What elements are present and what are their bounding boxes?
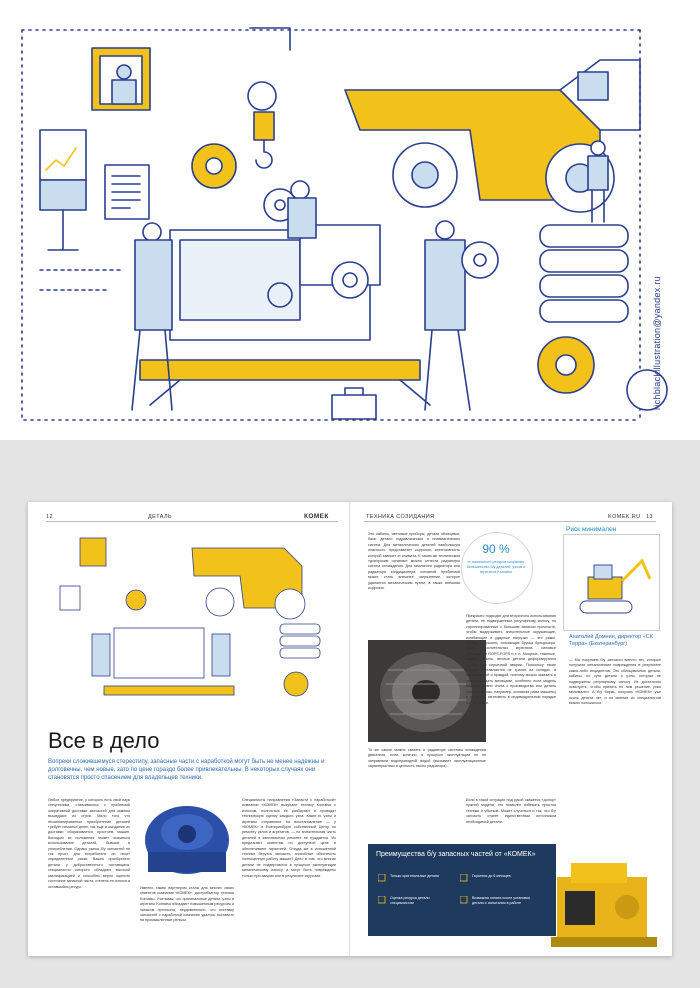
right-column-1: Это кабины, световые приборы, детали облицовки, баки, детали гидравлических и пневматических систем. Для металлических деталей наибольшую опасность представляет коррозия, интенсивность которой зависит от климата. К таким же техническим «донорским органам» можно отнести радиаторы систем охлаждения. Для масляного радиатора или радиатора кондиционера основной проблемой может стать внешнее загрязнение, которое удаляется механическим путем, а также внешняя коррозия. <box>368 532 460 591</box>
article-title: Все в дело <box>48 728 160 753</box>
shield-icon <box>460 874 468 882</box>
industrial-illustration <box>0 0 700 440</box>
section-left: ДЕТАЛЬ <box>148 514 172 520</box>
excavator-box <box>563 534 660 631</box>
hydraulic-motor-photo <box>140 794 234 880</box>
engine-photo <box>543 847 665 952</box>
right-column-3: Если в такой ситуации под рукой окажется «донор» нужной модели, это позволит избежать простоя техники и убытков. Может случиться и так, что б/у запчасть станет единственным источником необходимой детали. <box>466 798 556 824</box>
advantage-item: Только оригинальные детали <box>390 874 439 878</box>
site-url: KOMEK.RU <box>608 514 641 520</box>
check-icon <box>378 874 386 882</box>
header-rule <box>364 521 656 522</box>
page-number-right: 13 <box>646 514 653 520</box>
stat-text: от начального ресурса сохраняет большинство б/у деталей, узлов и агрегатов Komatsu <box>466 560 526 574</box>
advantage-item: Гарантия до 6 месяцев <box>472 874 511 878</box>
quote-text: — Мы покупаем б/у запчасти вместо тех, которые получили механические повреждения в результате каких-либо инцидентов. Это облицовочные детали, кабины, по сути детали и узлы, которые не подвержены регулярному износу. Их достаточно осмотреть, чтобы принять по ним решение, риск минимален. А б/у бирки, получаю «КОМЕК» уже около десяти лет, и на мнение их специалистов можно положиться. <box>569 658 661 706</box>
article-lead: Вопреки сложившемуся стереотипу, запасные части с наработкой могут быть не менее надежны и долговечны, чем новые, зато по цене гораздо более привлекательны. В некоторых случаях они становятся просто спасением для владельцев техники. <box>48 759 325 782</box>
header-rule <box>46 521 338 522</box>
photo-caption: То же самое можно сказать о радиаторе системы охлаждения двигателя, если, конечно, в процессе эксплуатации не не заправляли водопроводной водой (вызывает эксплуатационные характеристики и ценность такого радиатора). <box>368 748 486 769</box>
gutter <box>349 502 351 956</box>
section-right: ТЕХНИКА СОЗИДАНИЯ <box>366 514 435 520</box>
left-column-1: Любое предприятие, у которого есть свой парк спецтехники, сталкивалось с проблемой оперативной доставки запчастей для замены вышедших из строя. Мало того что незапланированное приобретение деталей требует немалых денег, так еще и ожидание их доставки оборачивается простоем машин. Выходом из положения может оказаться использование деталей, бывших в употреблении. Однако рынок б/у запчастей не так прост, для потребителя он несет определенные риски. Важно приобретать детали у добросовестного поставщика, специалисты которого обладают высокой квалификацией и способны верно оценить состояние запасной части, степень ее износа и оставшийся ресурс. <box>48 798 130 889</box>
quote-author: Анатолий Домнин, директор «СК Терра» (Екатеринбург) <box>569 634 653 647</box>
stat-value: 90 % <box>482 542 510 556</box>
gauge-icon <box>378 896 386 904</box>
left-column-2: Именно таким партнером стала для многих своих клиентов компания «КОМЕК», дистрибьютор техники Komatsu. Учитывая, что оригинальные детали, узлы и агрегаты Komatsu обладают повышенным ресурсом и запасом прочности, неудивительно, что поставку запчастей с наработкой компания удалось поставить на промышленные рельсы. <box>140 886 234 923</box>
mini-illustration <box>44 528 334 723</box>
right-column-2: Прекрасно подходят для вторичного использования детали, не подверженные регулярному износу, но спроектированные с большим запасом прочности, чтобы выдерживать значительные окружающие, изгибающие и ударные нагрузки — это рамы, стрелы и рукояти, толкающие брусья бульдозера, рамы рыхлительных агрегатов, силовые конструкции ROPS-FOPS и т. п. Мощные, тяжелые, можно сказать, вечные детали деформируются только при серьезной аварии. Поскольку такие детали поставляются не хранят на складах, а служат верой и правдой, поэтому можно заказать и заказать ждать месяцами, особенно если модель машины давно снята с производства или деталь уникальна (как, например, основная рама машины) и ее нужно изготовить в индивидуальном порядке по чертежам. <box>466 614 556 705</box>
wallet-icon <box>460 896 468 904</box>
advantage-item: Возможна оплата после установки детали и испытания в работе <box>472 896 530 905</box>
excavator-icon <box>564 535 659 630</box>
magazine-spread <box>28 502 672 956</box>
advantage-item: Оценка ресурса детали специалистом <box>390 896 430 905</box>
left-column-3: Специалисты направления «Запасти с наработкой» компании «КОМЕК» выкупают технику Komatsu с износом, полностью ее разбирают и проводят техническую оценку каждого узла. Какие-то узлы и агрегаты отправляют на восстановление — у «КОМЕК» в Екатеринбурге собственный Центр по ремонту узлов и агрегатов, — но значительная часть деталей в капитальном ремонте не нуждается. Их предлагают клиентам по доступной цене и обеспечивают гарантией. Откуда же в изношенной технике берутся запчасти, способные обеспечить полноценную работу машин? Дело в том, что многие детали не подвергаются в процессе эксплуатации механическому износу, а могут быть повреждены только при аварии или в результате коррозии. <box>242 798 336 878</box>
page-number-left: 12 <box>46 514 53 520</box>
logo: КОМЕК <box>304 513 329 520</box>
illustration-page <box>0 0 700 440</box>
advantages-title: Преимущества б/у запасных частей от «КОМЕК» <box>376 851 536 858</box>
sidebar-title: Риск минимален <box>566 526 617 533</box>
illustrator-credit: richblackillustration@yandex.ru <box>652 276 662 410</box>
